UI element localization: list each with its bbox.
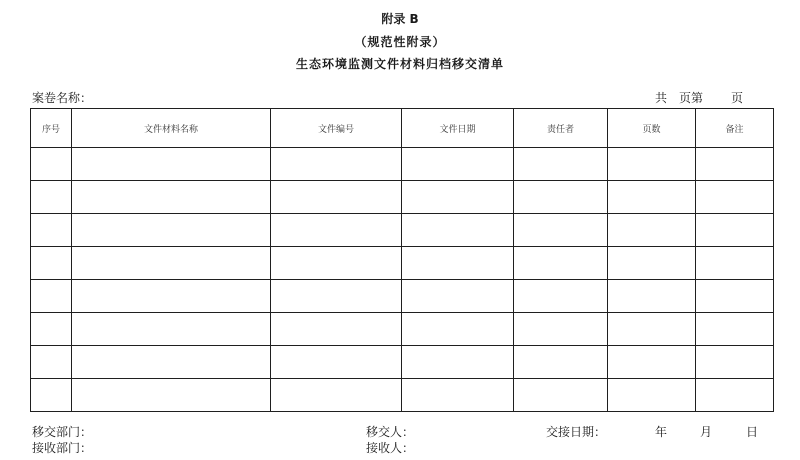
table-cell: [402, 181, 514, 214]
table-row: [31, 280, 774, 313]
table-cell: [608, 214, 696, 247]
table-row: [31, 181, 774, 214]
table-cell: [514, 280, 608, 313]
table-cell: [271, 181, 402, 214]
table-cell: [696, 346, 774, 379]
table-cell: [31, 247, 72, 280]
page-label: 页: [731, 91, 744, 105]
table-cell: [402, 214, 514, 247]
table-row: [31, 148, 774, 181]
page-count-label: [655, 89, 743, 106]
total-label: 共: [655, 91, 668, 105]
table-cell: [402, 379, 514, 412]
table-cell: [696, 214, 774, 247]
transferor-label: 移交人：: [366, 425, 415, 439]
appendix-label: 附录 B: [381, 12, 419, 26]
table-cell: [514, 346, 608, 379]
table-cell: [696, 247, 774, 280]
day-label: 日: [746, 425, 759, 439]
table-cell: [514, 148, 608, 181]
pages-label: 页第: [679, 91, 704, 105]
table-cell: [72, 379, 271, 412]
table-cell: [696, 313, 774, 346]
table-cell: [608, 181, 696, 214]
case-name-label: 案卷名称：: [32, 91, 93, 105]
table-cell: [31, 313, 72, 346]
table-cell: [608, 346, 696, 379]
table-cell: [72, 280, 271, 313]
table-cell: [608, 247, 696, 280]
table-cell: [31, 214, 72, 247]
table-row: [31, 379, 774, 412]
table-cell: [31, 148, 72, 181]
column-header-remarks: 备注: [696, 109, 774, 148]
transfer-dept-label: 移交部门：: [32, 425, 93, 439]
table-cell: [402, 346, 514, 379]
year-label: 年: [655, 425, 668, 439]
table-body: [31, 148, 774, 412]
table-cell: [72, 148, 271, 181]
column-header-index: 序号: [31, 109, 72, 148]
table-cell: [696, 280, 774, 313]
month-label: 月: [700, 425, 713, 439]
table-cell: [271, 247, 402, 280]
table-cell: [271, 280, 402, 313]
table-header-row: [31, 109, 774, 148]
column-header-file-number: 文件编号: [271, 109, 402, 148]
table-cell: [402, 313, 514, 346]
table-cell: [72, 214, 271, 247]
table-cell: [271, 313, 402, 346]
table-cell: [31, 379, 72, 412]
normative-appendix-label: （规范性附录）: [354, 35, 446, 49]
column-header-responsible: 责任者: [514, 109, 608, 148]
table-cell: [72, 313, 271, 346]
page-title: 生态环境监测文件材料归档移交清单: [295, 57, 504, 71]
table-cell: [514, 181, 608, 214]
receive-dept-label: 接收部门：: [32, 441, 93, 455]
column-header-page-count: 页数: [608, 109, 696, 148]
table-cell: [696, 379, 774, 412]
table-cell: [402, 148, 514, 181]
receiver-label: 接收人：: [366, 441, 415, 455]
table-cell: [402, 247, 514, 280]
table-cell: [514, 214, 608, 247]
column-header-material-name: 文件材料名称: [72, 109, 271, 148]
table-cell: [608, 280, 696, 313]
table-cell: [31, 280, 72, 313]
table-row: [31, 214, 774, 247]
table-cell: [696, 181, 774, 214]
table-cell: [31, 181, 72, 214]
table-cell: [608, 313, 696, 346]
table-cell: [608, 379, 696, 412]
transfer-list-table: [30, 108, 774, 412]
handover-date-label: 交接日期：: [546, 425, 607, 439]
table-cell: [271, 148, 402, 181]
table-cell: [514, 379, 608, 412]
table-cell: [31, 346, 72, 379]
table-cell: [514, 313, 608, 346]
table-row: [31, 346, 774, 379]
table-cell: [271, 214, 402, 247]
table-row: [31, 247, 774, 280]
table-cell: [402, 280, 514, 313]
table-cell: [72, 247, 271, 280]
column-header-file-date: 文件日期: [402, 109, 514, 148]
table-cell: [271, 379, 402, 412]
table-cell: [696, 148, 774, 181]
table-cell: [72, 346, 271, 379]
table-row: [31, 313, 774, 346]
table-cell: [608, 148, 696, 181]
table-cell: [514, 247, 608, 280]
table-cell: [72, 181, 271, 214]
table-cell: [271, 346, 402, 379]
